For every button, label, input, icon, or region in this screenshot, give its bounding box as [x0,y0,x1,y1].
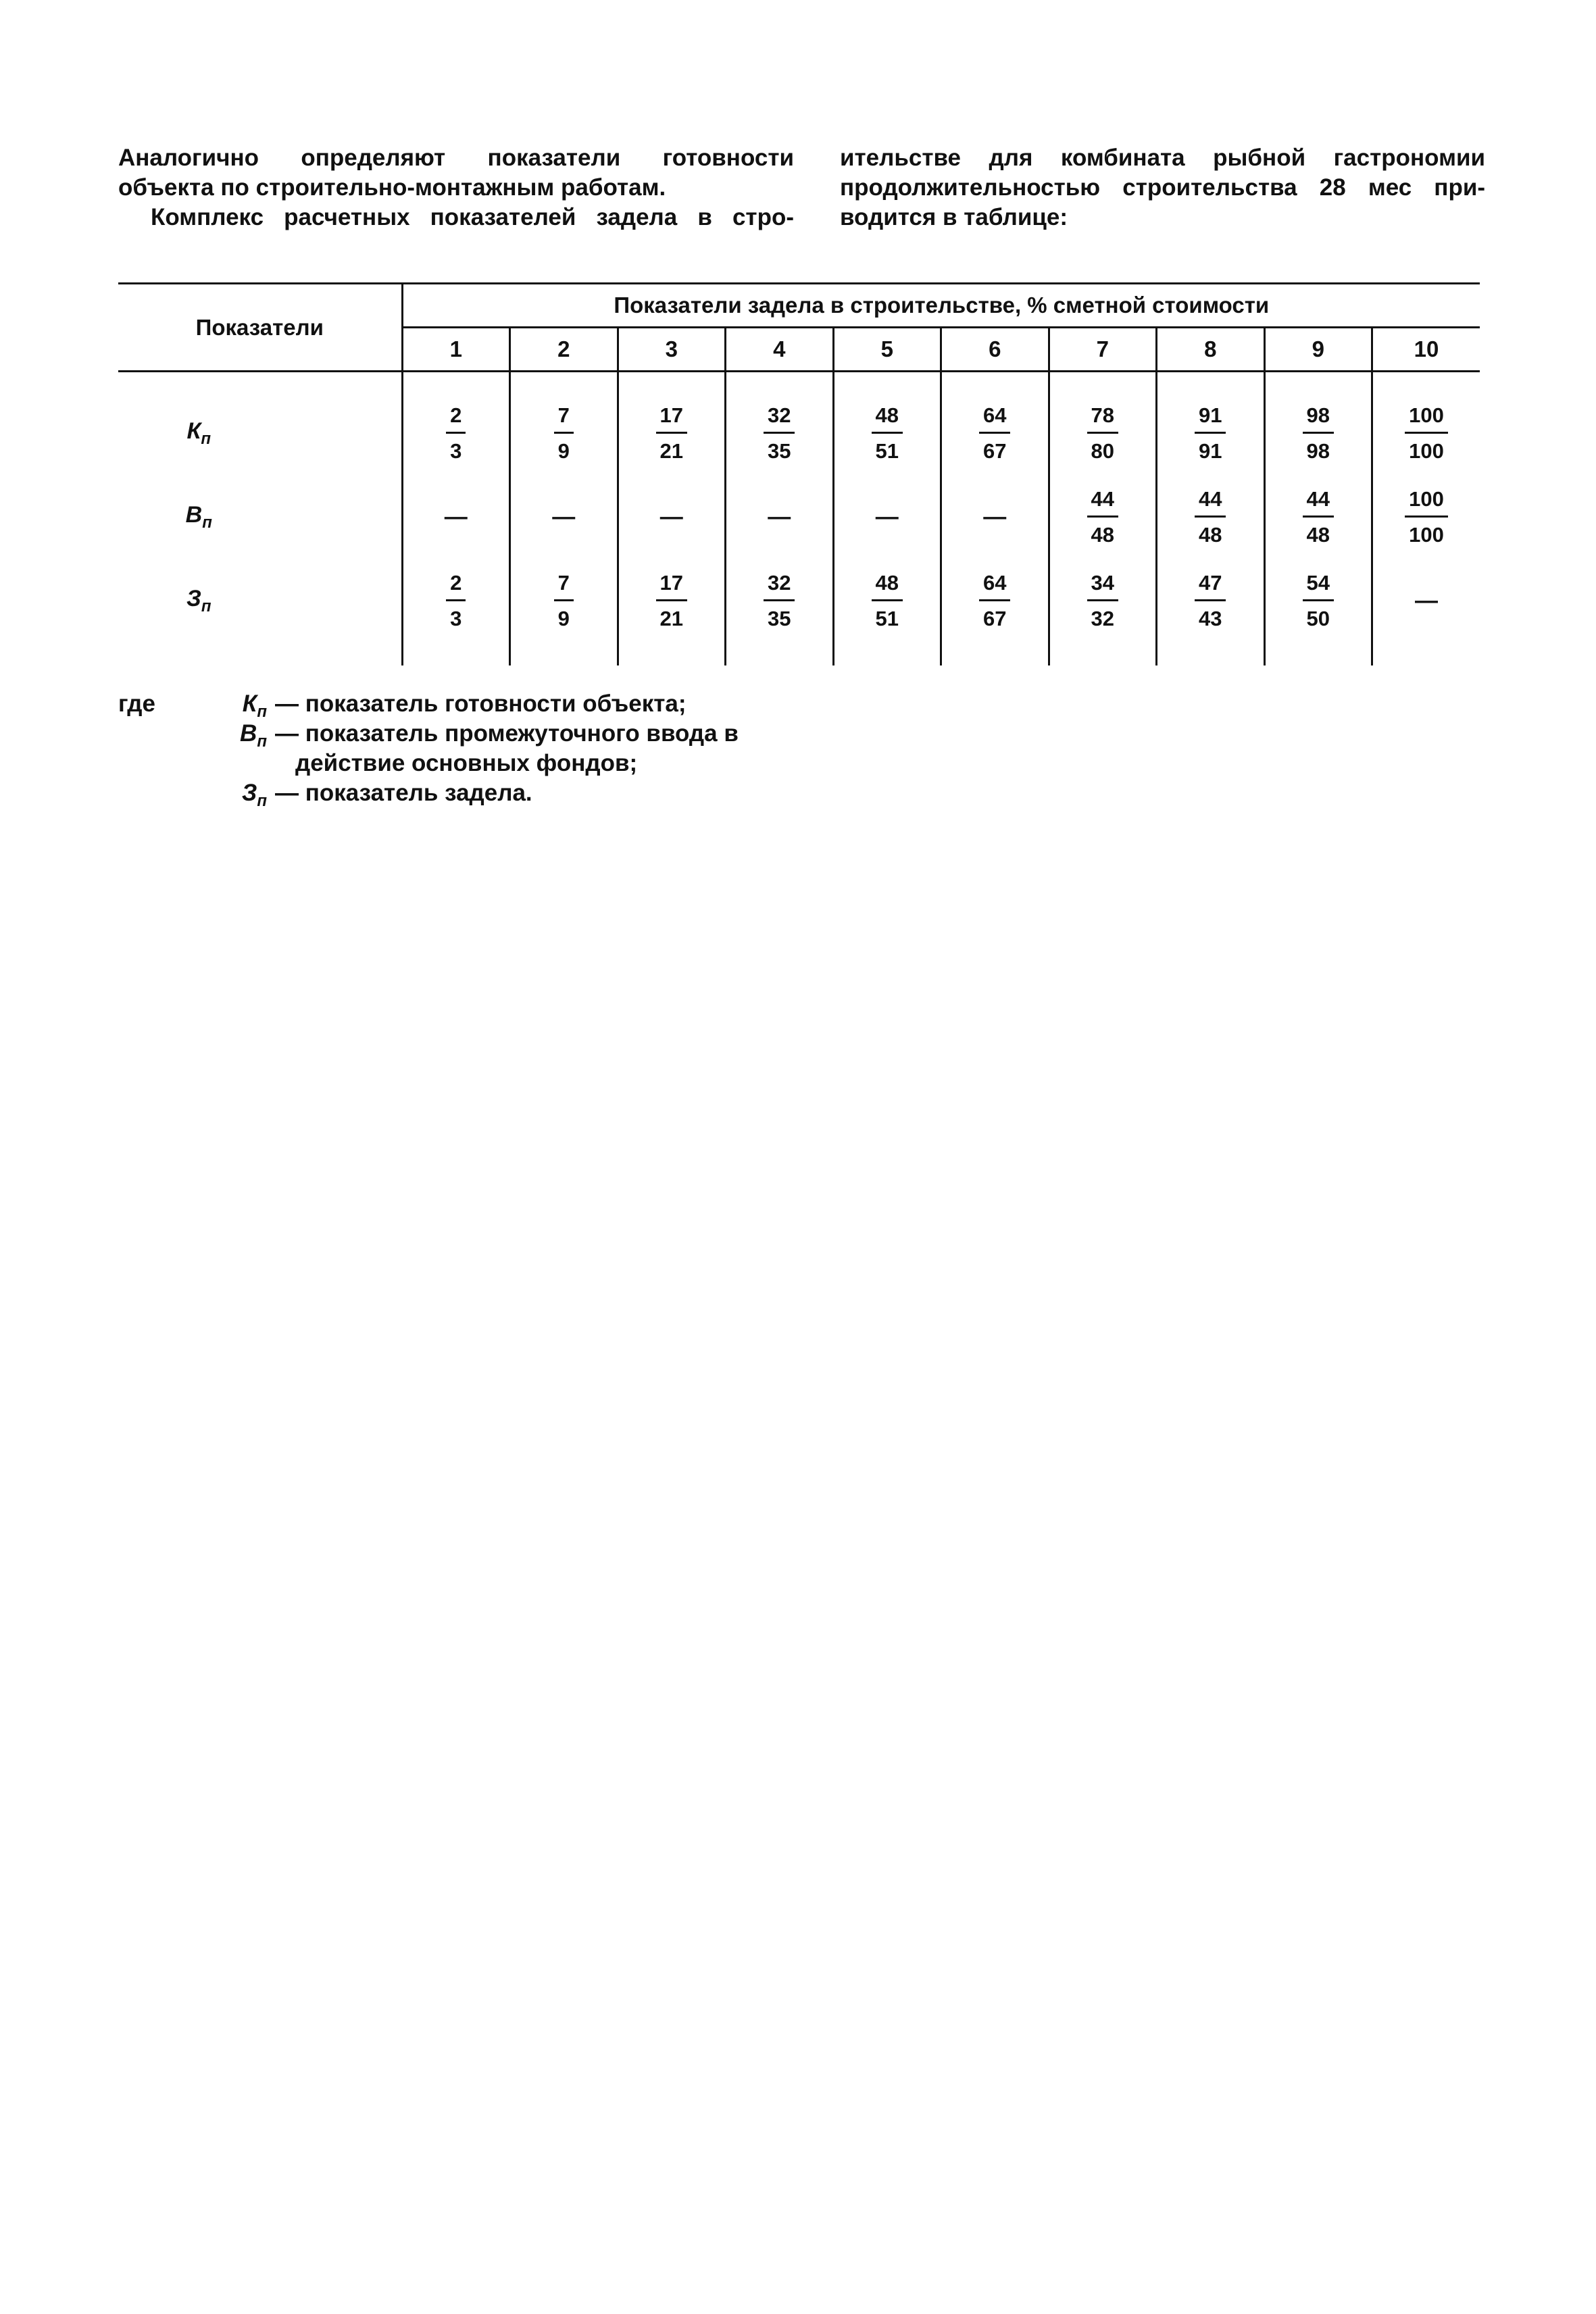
legend-symbol-subscript: п [257,703,267,721]
row-symbol: З [186,585,201,611]
fraction-denominator: 32 [1091,606,1114,630]
table-cell [618,559,726,643]
dash-value: — [1415,587,1439,613]
table-cell-blank [1264,643,1372,665]
dash-value: — [768,503,791,530]
reserve-indicators-table [118,282,1480,665]
table-cell [833,391,941,475]
table-cell [941,475,1049,559]
legend-where: где [118,690,155,717]
fraction-value [656,402,687,465]
row-label [118,391,402,475]
table-cell-blank [1157,643,1265,665]
fraction-value [446,570,466,632]
fraction-denominator: 98 [1306,438,1330,463]
fraction-numerator: 7 [554,402,574,434]
row-label [118,559,402,643]
fraction-numerator: 100 [1405,486,1448,518]
legend-text: действие основных фондов; [295,750,638,776]
row-symbol: К [186,418,201,444]
fraction-denominator: 21 [659,606,683,630]
column-number-header: 6 [941,328,1049,372]
fraction-denominator: 91 [1199,438,1222,463]
table-cell [402,391,510,475]
table-cell [833,559,941,643]
table-cell-blank [402,643,510,665]
dash-value: — [659,503,683,530]
fraction-value [554,570,574,632]
fraction-value [872,570,903,632]
fraction-numerator: 2 [446,402,466,434]
table-cell [1264,475,1372,559]
legend-symbol-letter: К [242,690,257,717]
fraction-value [764,570,795,632]
table-cell-blank [510,643,618,665]
fraction-value [872,402,903,465]
fraction-numerator: 91 [1195,402,1226,434]
column-number-header: 10 [1372,328,1480,372]
table-cell [402,559,510,643]
fraction-numerator: 17 [656,570,687,601]
table-group-header: Показатели задела в строительстве, % сметной стоимости [402,284,1480,328]
fraction-denominator: 67 [983,438,1007,463]
table-cell [618,391,726,475]
column-number-header: 3 [618,328,726,372]
fraction-value [764,402,795,465]
legend-text: — показатель готовности объекта; [275,690,687,717]
fraction-denominator: 100 [1409,438,1444,463]
fraction-denominator: 9 [557,606,570,630]
table-cell [510,391,618,475]
table-cell-blank [1049,643,1157,665]
table-cell-blank [118,643,402,665]
table-cell-blank [1264,372,1372,392]
legend-text: — показатель задела. [275,780,532,806]
fraction-value [1087,486,1118,549]
table-cell [1372,475,1480,559]
fraction-value [1195,402,1226,465]
fraction-denominator: 51 [875,438,899,463]
fraction-value [1195,570,1226,632]
fraction-numerator: 100 [1405,402,1448,434]
row-subscript: п [201,597,211,615]
fraction-numerator: 98 [1303,402,1334,434]
table-cell-blank [1049,372,1157,392]
table-cell [1157,475,1265,559]
intro-line: ительстве для комбината рыбной гастрономии [840,145,1485,171]
table-cell-blank [1372,372,1480,392]
column-number-header: 7 [1049,328,1157,372]
table-cell-blank [118,372,402,392]
fraction-numerator: 44 [1195,486,1226,518]
legend-text: — показатель промежуточного ввода в [275,720,739,747]
table-cell-blank [726,372,834,392]
legend-symbol-letter: З [241,780,257,806]
fraction-value [979,570,1010,632]
spacer-row [118,372,1480,392]
column-number-header: 8 [1157,328,1265,372]
table-cell [941,391,1049,475]
fraction-denominator: 67 [983,606,1007,630]
fraction-numerator: 44 [1087,486,1118,518]
fraction-value [1303,570,1334,632]
fraction-denominator: 48 [1306,522,1330,547]
table-row [118,559,1480,643]
table-cell-blank [402,372,510,392]
intro-line: объекта по строительно-монтажным работам. [118,174,666,201]
fraction-value [446,402,466,465]
dash-value: — [552,503,576,530]
table-cell-blank [833,372,941,392]
tail-row [118,643,1480,665]
fraction-numerator: 47 [1195,570,1226,601]
table-row [118,391,1480,475]
column-number-header: 9 [1264,328,1372,372]
legend-symbol [193,778,267,816]
table-cell [1264,391,1372,475]
fraction-denominator: 48 [1199,522,1222,547]
table-cell [941,559,1049,643]
table-cell-blank [618,643,726,665]
legend-symbol-subscript: п [257,792,267,810]
table-body [118,372,1480,666]
fraction-value [1405,402,1448,465]
table-cell [726,559,834,643]
table-cell [1264,559,1372,643]
fraction-denominator: 51 [875,606,899,630]
table-cell-blank [833,643,941,665]
column-number-header: 5 [833,328,941,372]
row-symbol: В [185,501,203,528]
table-cell-blank [618,372,726,392]
row-label [118,475,402,559]
table-cell [726,391,834,475]
fraction-value [1195,486,1226,549]
fraction-numerator: 78 [1087,402,1118,434]
dash-value: — [875,503,899,530]
fraction-numerator: 48 [872,402,903,434]
table-cell-blank [1372,643,1480,665]
row-subscript: п [202,513,212,532]
fraction-numerator: 54 [1303,570,1334,601]
table-cell-blank [941,372,1049,392]
fraction-denominator: 50 [1306,606,1330,630]
fraction-numerator: 34 [1087,570,1118,601]
fraction-denominator: 21 [659,438,683,463]
dash-value: — [444,503,468,530]
table-cell [618,475,726,559]
table-cell [1157,391,1265,475]
fraction-numerator: 64 [979,402,1010,434]
fraction-numerator: 2 [446,570,466,601]
table-cell [1157,559,1265,643]
fraction-value [1087,402,1118,465]
table-cell [1372,391,1480,475]
legend-symbol [193,719,267,757]
fraction-denominator: 48 [1091,522,1114,547]
table-cell [402,475,510,559]
table-cell [726,475,834,559]
table-cell-blank [726,643,834,665]
table-cell [833,475,941,559]
table-label-header: Показатели [118,284,402,372]
fraction-value [656,570,687,632]
fraction-denominator: 9 [557,438,570,463]
fraction-denominator: 80 [1091,438,1114,463]
intro-line: Аналогично определяют показатели готовности [118,145,794,171]
fraction-numerator: 44 [1303,486,1334,518]
table-cell [1049,391,1157,475]
fraction-denominator: 35 [768,438,791,463]
fraction-denominator: 3 [450,606,462,630]
legend-symbol-subscript: п [257,732,267,751]
fraction-denominator: 3 [450,438,462,463]
fraction-value [1087,570,1118,632]
intro-line: продолжительностью строительства 28 мес при- [840,174,1485,201]
legend-symbol-letter: В [240,720,257,747]
table-cell-blank [941,643,1049,665]
row-subscript: п [201,429,211,448]
column-number-header: 2 [510,328,618,372]
fraction-numerator: 7 [554,570,574,601]
fraction-denominator: 35 [768,606,791,630]
column-number-header: 1 [402,328,510,372]
table-row [118,475,1480,559]
fraction-numerator: 48 [872,570,903,601]
fraction-value [554,402,574,465]
fraction-denominator: 100 [1409,522,1444,547]
dash-value: — [983,503,1007,530]
fraction-numerator: 17 [656,402,687,434]
intro-right-column [840,143,1485,232]
table-cell-blank [510,372,618,392]
fraction-value [1303,486,1334,549]
table-cell-blank [1157,372,1265,392]
table-cell [1049,475,1157,559]
intro-line: водится в таблице: [840,204,1068,230]
table-cell [1372,559,1480,643]
fraction-value [1405,486,1448,549]
column-number-header: 4 [726,328,834,372]
fraction-denominator: 43 [1199,606,1222,630]
table-cell [510,559,618,643]
intro-left-column [118,143,794,232]
table-cell [510,475,618,559]
fraction-value [979,402,1010,465]
intro-line: Комплекс расчетных показателей задела в стро- [151,204,794,230]
fraction-numerator: 32 [764,402,795,434]
table-cell [1049,559,1157,643]
fraction-numerator: 64 [979,570,1010,601]
fraction-numerator: 32 [764,570,795,601]
fraction-value [1303,402,1334,465]
